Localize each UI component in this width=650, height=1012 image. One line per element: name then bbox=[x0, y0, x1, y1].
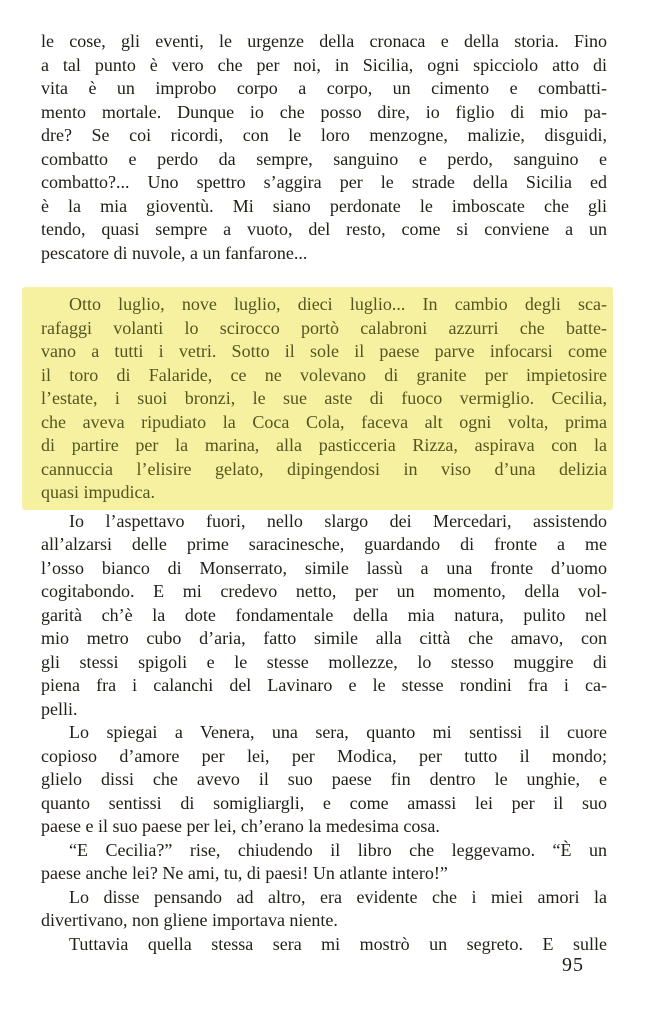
text-line: garità ch’è la dote fondamentale della mia natura, pulito nel bbox=[41, 604, 607, 625]
text-line: paese anche lei? Ne ami, tu, di paesi! Un atlante intero!” bbox=[41, 863, 448, 883]
paragraph bbox=[41, 30, 607, 265]
text-line: cogitabondo. E mi credevo netto, per un momento, della vol- bbox=[41, 581, 607, 601]
text-line: di partire per la marina, alla pasticceria Rizza, aspirava con la bbox=[41, 435, 607, 455]
text-line: è la mia gioventù. Mi siano perdonate le imboscate che gli bbox=[41, 195, 607, 216]
text-line: rafaggi volanti lo scirocco portò calabroni azzurri che batte- bbox=[41, 317, 607, 338]
text-line: Tuttavia quella stessa sera mi mostrò un segreto. E sulle bbox=[69, 933, 607, 954]
text-line: glielo dissi che avevo il suo paese fin dentro le unghie, e bbox=[41, 769, 607, 789]
text-line: l’osso bianco di Monserrato, simile lassù a una fronte d’uomo bbox=[41, 557, 607, 578]
text-line: le cose, gli eventi, le urgenze della cronaca e della storia. Fino bbox=[41, 31, 607, 51]
text-line: l’estate, i suoi bronzi, le sue aste di fuoco vermiglio. Cecilia, bbox=[41, 388, 607, 408]
paragraph bbox=[41, 839, 607, 886]
highlighted-paragraph bbox=[22, 287, 613, 510]
text-line: cannuccia l’elisire gelato, dipingendosi in viso d’una delizia bbox=[41, 458, 607, 479]
paragraph bbox=[41, 510, 607, 722]
text-line: Lo disse pensando ad altro, era evidente che i miei amori la bbox=[69, 886, 607, 907]
text-line: combatto e perdo da sempre, sanguino e perdo, sanguino e bbox=[41, 148, 607, 169]
text-line: quanto sentissi di somigliargli, e come amassi lei per il suo bbox=[41, 792, 607, 813]
text-line: paese e il suo paese per lei, ch’erano la medesima cosa. bbox=[41, 816, 440, 836]
text-line: copioso d’amore per lei, per Modica, per tutto il mondo; bbox=[41, 745, 607, 766]
text-line: tendo, quasi sempre a vuoto, del resto, come si conviene a un bbox=[41, 219, 607, 239]
text-line: “E Cecilia?” rise, chiudendo il libro che leggevamo. “È un bbox=[69, 839, 607, 860]
text-line: all’alzarsi delle prime saracinesche, guardando di fronte a me bbox=[41, 534, 607, 554]
text-line: il toro di Falaride, ce ne volevano di granite per impietosire bbox=[41, 364, 607, 385]
text-line: mio metro cubo d’aria, fatto simile alla città che amavo, con bbox=[41, 628, 607, 648]
text-line: a tal punto è vero che per noi, in Sicilia, ogni spicciolo atto di bbox=[41, 54, 607, 75]
text-line: vita è un improbo corpo a corpo, un cimento e combatti- bbox=[41, 78, 607, 98]
paragraph bbox=[41, 886, 607, 933]
text-column bbox=[41, 30, 607, 956]
text-line: piena fra i calanchi del Lavinaro e le stesse rondini fra i ca- bbox=[41, 675, 607, 695]
text-line: pescatore di nuvole, a un fanfarone... bbox=[41, 242, 308, 263]
text-line: Io l’aspettavo fuori, nello slargo dei Mercedari, assistendo bbox=[69, 510, 607, 531]
text-line: divertivano, non gliene importava niente. bbox=[41, 910, 338, 930]
paragraph bbox=[41, 721, 607, 839]
paragraph bbox=[41, 933, 607, 957]
page-number: 95 bbox=[562, 954, 584, 976]
text-line: combatto?... Uno spettro s’aggira per le strade della Sicilia ed bbox=[41, 172, 607, 192]
text-line: dre? Se coi ricordi, con le loro menzogne, malizie, disguidi, bbox=[41, 125, 607, 145]
text-line: quasi impudica. bbox=[41, 482, 155, 502]
text-line: gli stessi spigoli e le stesse mollezze, lo stesso muggire di bbox=[41, 651, 607, 672]
text-line: Otto luglio, nove luglio, dieci luglio... In cambio degli sca- bbox=[69, 294, 607, 314]
text-line: vano a tutti i vetri. Sotto il sole il paese parve infocarsi come bbox=[41, 341, 607, 361]
text-line: mento mortale. Dunque io che posso dire, io figlio di mio pa- bbox=[41, 101, 607, 122]
text-line: pelli. bbox=[41, 698, 78, 719]
text-line: che aveva ripudiato la Coca Cola, faceva alt ogni volta, prima bbox=[41, 411, 607, 432]
text-line: Lo spiegai a Venera, una sera, quanto mi sentissi il cuore bbox=[69, 722, 607, 742]
